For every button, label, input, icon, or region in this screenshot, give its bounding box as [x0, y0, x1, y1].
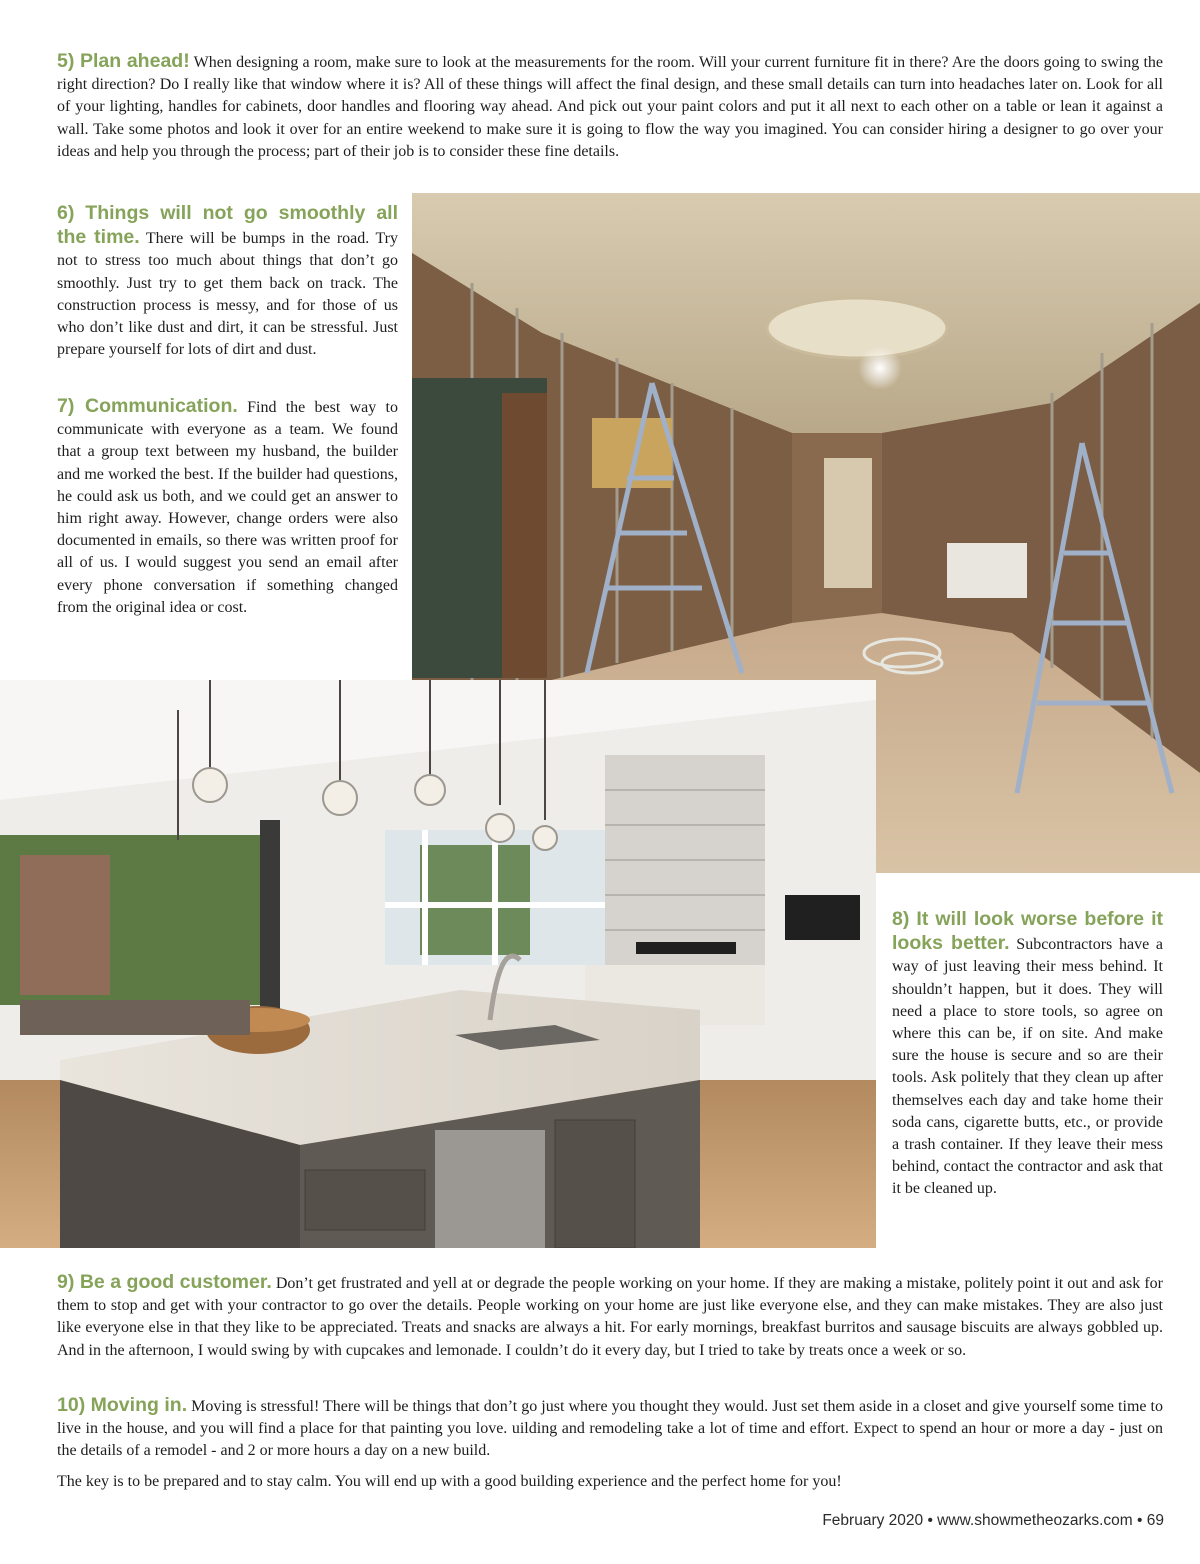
section-10-paragraph	[57, 1394, 1163, 1463]
section-8-paragraph	[892, 908, 1163, 1201]
section-9-paragraph	[57, 1271, 1163, 1362]
section-5-heading: 5) Plan ahead!	[57, 50, 190, 72]
section-6-heading: 6) Things will not go smoothly all the time.	[57, 202, 398, 249]
section-5-body: When designing a room, make sure to look at the measurements for the room. Will your current furniture fit in there? Are the doors going to swing the right direction? Do I really like that window where it is? All of these things will affect the final design, and these small details can turn into headaches later on. Look for all of your lighting, handles for cabinets, door handles and flooring way ahead. And pick out your paint colors and put it all next to each other on a table or lean it against a wall. Take some photos and look it over for an entire weekend to make sure it is going to flow the way you imagined. You can consider hiring a designer to go over your ideas and help you through the process; part of their job is to consider these fine details.	[57, 54, 1163, 160]
section-9-body: Don’t get frustrated and yell at or degrade the people working on your home. If they are making a mistake, politely point it out and ask for them to stop and get with your contractor to go over the details. People working on your home are just like everyone else, and they can make mistakes. They are also just like everyone else in that they like to be appreciated. Treats and snacks are always a hit. For early mornings, breakfast burritos and sausage biscuits are always gobbled up. And in the afternoon, I would swing by with cupcakes and lemonade. I couldn’t do it every day, but I tried to take by treats once a week or so.	[57, 1275, 1163, 1359]
section-10-body: Moving is stressful! There will be things that don’t go just where you thought they would. Just set them aside in a closet and give yourself some time to live in the house, and you will find a place for that painting you love. uilding and remodeling take a lot of time and effort. Expect to spend an hour or more a day - just on the details of a remodel - and 2 or more hours a day on a new build.	[57, 1398, 1163, 1460]
section-7-heading: 7) Communication.	[57, 395, 238, 417]
section-6-body: There will be bumps in the road. Try not to stress too much about things that don’t go smoothly. Just try to get them back on track. The construction process is messy, and for those of us who don’t like dust and dirt, it can be stressful. Just prepare yourself for lots of dirt and dust.	[57, 230, 399, 359]
section-9-heading: 9) Be a good customer.	[57, 1271, 272, 1293]
section-8-body: Subcontractors have a way of just leaving their mess behind. It shouldn’t happen, but it does. They will need a place to store tools, so agree on where this can be, if on site. And make sure the house is secure and so are their tools. Ask politely that they clean up after themselves each day and take home their soda cans, cigarette butts, etc., or provide a trash container. If they leave their mess behind, contact the contractor and ask that it be cleaned up.	[892, 936, 1163, 1198]
section-6-paragraph	[57, 202, 398, 361]
page-footer: February 2020 • www.showmetheozarks.com • 69	[822, 1512, 1164, 1529]
kitchen-photo	[0, 680, 876, 1248]
section-5-paragraph	[57, 50, 1163, 163]
section-7-paragraph	[57, 395, 398, 619]
section-10-heading: 10) Moving in.	[57, 1394, 188, 1416]
closing-paragraph: The key is to be prepared and to stay calm. You will end up with a good building experience and the perfect home for you!	[57, 1473, 842, 1490]
section-8-heading: 8) It will look worse before it looks better.	[892, 908, 1163, 955]
section-7-body: Find the best way to communicate with everyone as a team. We found that a group text between my husband, the builder and me worked the best. If the builder had questions, he could ask us both, and we could get an answer to him right away. However, change orders were also documented in emails, so there was written proof for all of us. I would suggest you send an email after every phone conversation if something changed from the original idea or cost.	[57, 399, 399, 616]
